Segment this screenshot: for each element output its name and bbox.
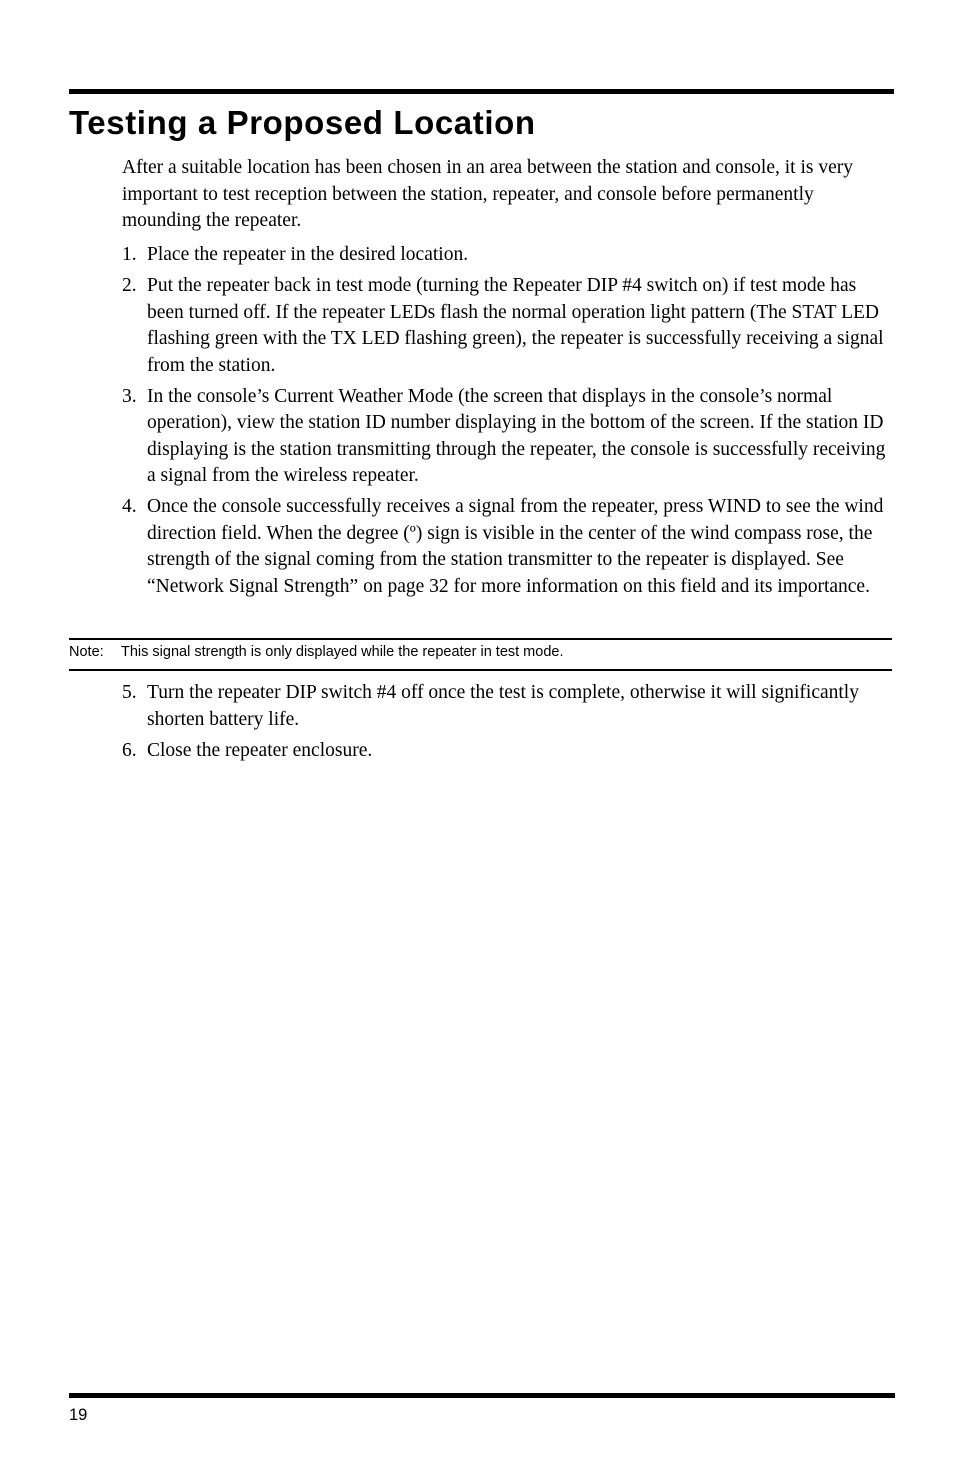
- step-number: 4.: [122, 496, 137, 517]
- step-number: 3.: [122, 385, 137, 407]
- step-text: Close the repeater enclosure.: [147, 739, 373, 761]
- top-rule: [69, 89, 894, 94]
- step-text: In the console’s Current Weather Mode (the screen that displays in the console’s normal operation), view the station ID number displaying in the bottom of the screen. If the station ID displaying is the station transmitting through the repeater, the console is successfully receiving a signal from the wireless repeater.: [147, 385, 886, 486]
- step-text: Put the repeater back in test mode (turning the Repeater DIP #4 switch on) if test mode has been turned off. If the repeater LEDs flash the normal operation light pattern (The STAT LED flashing green with the TX LED flashing green), the repeater is successfully receiving a signal from the station.: [147, 275, 884, 376]
- step-number: 1.: [122, 244, 137, 265]
- step-text: Once the console successfully receives a signal from the repeater, press WIND to see the wind direction field. When the degree (º) sign is visible in the center of the wind compass rose, the strength of the signal coming from the station transmitter to the repeater is displayed. See “Network Signal Strength” on page 32 for more information on this field and its importance.: [147, 496, 884, 597]
- footer-rule: [69, 1393, 895, 1398]
- list-item: [122, 680, 892, 733]
- note-bottom-rule: [69, 669, 892, 671]
- step-number: 5.: [122, 682, 137, 703]
- page-title: Testing a Proposed Location: [69, 104, 536, 141]
- intro-paragraph: After a suitable location has been chosen in an area between the station and console, it is very important to test reception between the station, repeater, and console before permanently mounding the repeater.: [122, 157, 853, 231]
- list-item: [122, 384, 892, 490]
- note-box: [69, 643, 892, 662]
- list-item: [122, 738, 892, 765]
- steps-list: [122, 242, 892, 605]
- list-item: [122, 242, 892, 269]
- note-text: This signal strength is only displayed while the repeater in test mode.: [121, 644, 564, 660]
- list-item: [122, 273, 892, 379]
- step-number: 6.: [122, 739, 137, 761]
- step-text: Turn the repeater DIP switch #4 off once the test is complete, otherwise it will significantly shorten battery life.: [147, 682, 859, 730]
- steps-list-continued: [122, 680, 892, 769]
- page-number: 19: [69, 1406, 88, 1424]
- note-top-rule: [69, 638, 892, 640]
- list-item: [122, 494, 892, 600]
- step-text: Place the repeater in the desired location.: [147, 244, 469, 265]
- step-number: 2.: [122, 275, 137, 296]
- note-label: Note:: [69, 644, 104, 660]
